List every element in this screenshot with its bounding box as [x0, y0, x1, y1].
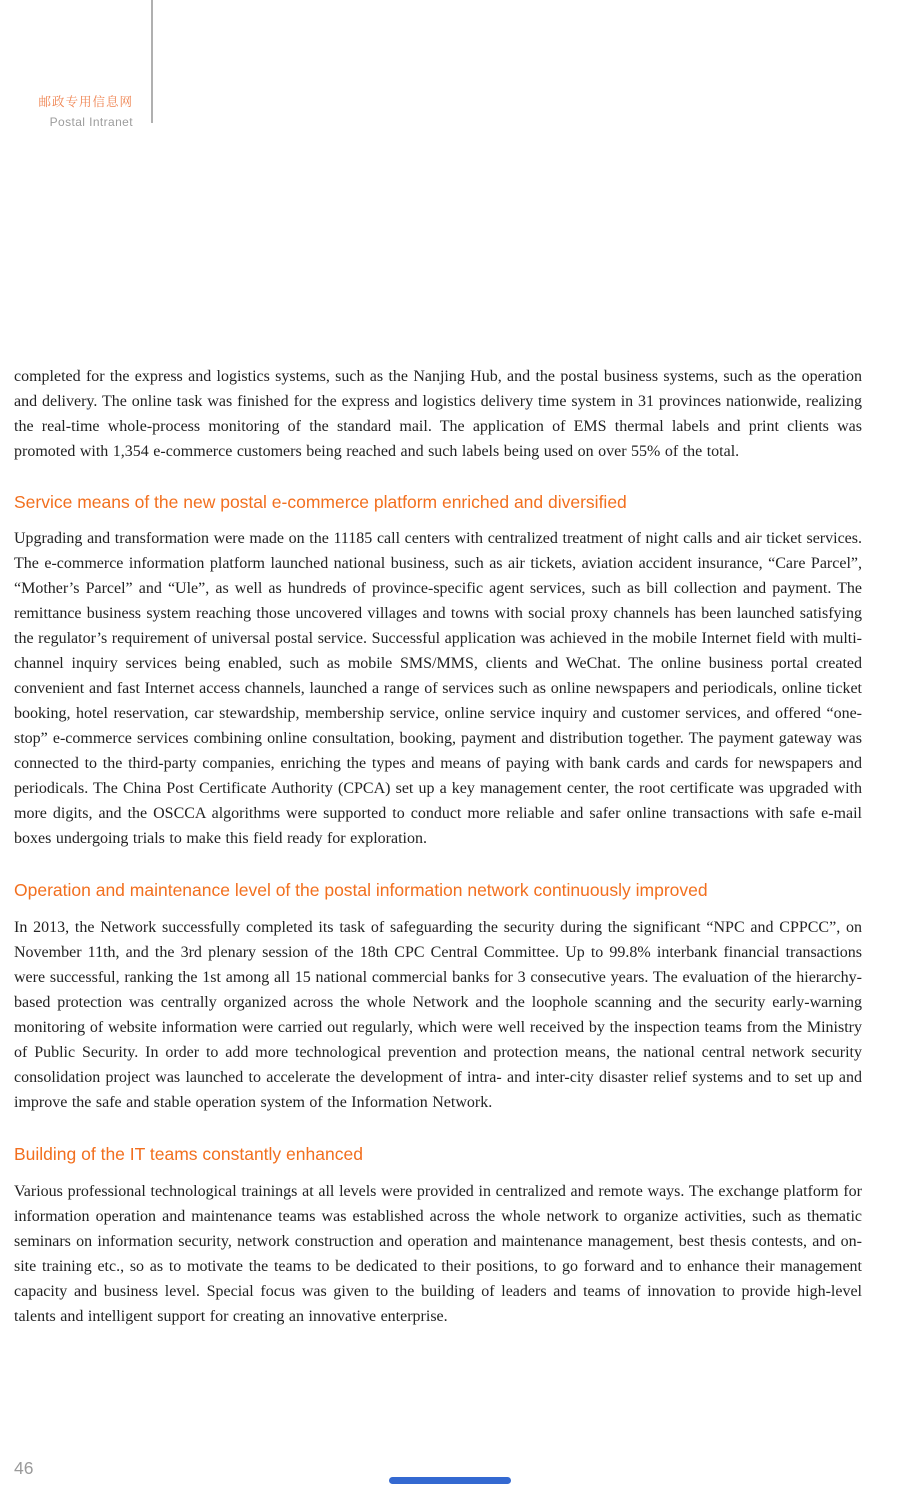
intro-paragraph: completed for the express and logistics systems, such as the Nanjing Hub, and the postal business systems, such as the operation and delivery. The online task was finished for the express and logistics delivery time system in 31 provinces nationwide, realizing the real-time whole-process monitoring of the standard mail. The application of EMS thermal labels and print clients was promoted with 1,354 e-commerce customers being reached and such labels being used on over 55% of the total.: [14, 368, 862, 460]
section-paragraph-operation-maintenance: In 2013, the Network successfully completed its task of safeguarding the security during the significant “NPC and CPPCC”, on November 11th, and the 3rd plenary session of the 18th CPC Central Committee. Up to 99.8% interbank financial transactions were successful, ranking the 1st among all 15 national commercial banks for 3 consecutive years. The evaluation of the hierarchy-based protection was centrally organized across the whole Network and the loophole scanning and the security early-warning monitoring of website information were carried out regularly, which were well received by the inspection teams from the Ministry of Public Security. In order to add more technological prevention and protection means, the national central network security consolidation project was launched to accelerate the development of intra- and inter-city disaster relief systems and to set up and improve the safe and stable operation system of the Information Network.: [14, 919, 862, 1111]
section-paragraph-it-teams: Various professional technological trainings at all levels were provided in centralized and remote ways. The exchange platform for information operation and maintenance teams was established across the whole network to organize activities, such as thematic seminars on information security, network construction and operation and maintenance management, best thesis contests, and on-site training etc., so as to motivate the teams to be dedicated to their positions, to go forward and to enhance their management capacity and business level. Special focus was given to the building of leaders and teams of innovation to provide high-level talents and intelligent support for creating an innovative enterprise.: [14, 1183, 862, 1325]
logo-english-text: Postal Intranet: [49, 115, 133, 129]
page-number: 46: [14, 1458, 34, 1478]
section-heading-operation-maintenance: Operation and maintenance level of the postal information network continuously improved: [14, 880, 708, 900]
page-bottom-indicator: [389, 1477, 511, 1484]
logo-chinese-text: 邮政专用信息网: [38, 95, 133, 109]
page-body: [14, 0, 862, 1485]
section-paragraph-service-means: Upgrading and transformation were made on the 11185 call centers with centralized treatment of night calls and air ticket services. The e-commerce information platform launched national business, such as air tickets, aviation accident insurance, “Care Parcel”, “Mother’s Parcel” and “Ule”, as well as hundreds of province-specific agent services, such as bill collection and payment. The remittance business system reaching those uncovered villages and towns with social proxy channels has been launched satisfying the regulator’s requirement of universal postal service. Successful application was achieved in the mobile Internet field with multi-channel inquiry services being enabled, such as mobile SMS/MMS, clients and WeChat. The online business portal created convenient and fast Internet access channels, launched a range of services such as online newspapers and periodicals, online ticket booking, hotel reservation, car stewardship, membership service, online service inquiry and customer services, and offered “one-stop” e-commerce services combining online consultation, booking, payment and distribution together. The payment gateway was connected to the third-party companies, enriching the types and means of paying with bank cards and cards for newspapers and periodicals. The China Post Certificate Authority (CPCA) set up a key management center, the root certificate was upgraded with more digits, and the OSCCA algorithms were supported to conduct more reliable and safer online transactions with safe e-mail boxes undergoing trials to make this field ready for exploration.: [14, 530, 862, 847]
section-heading-service-means: Service means of the new postal e-commerce platform enriched and diversified: [14, 492, 627, 512]
section-heading-it-teams: Building of the IT teams constantly enhanced: [14, 1144, 363, 1164]
